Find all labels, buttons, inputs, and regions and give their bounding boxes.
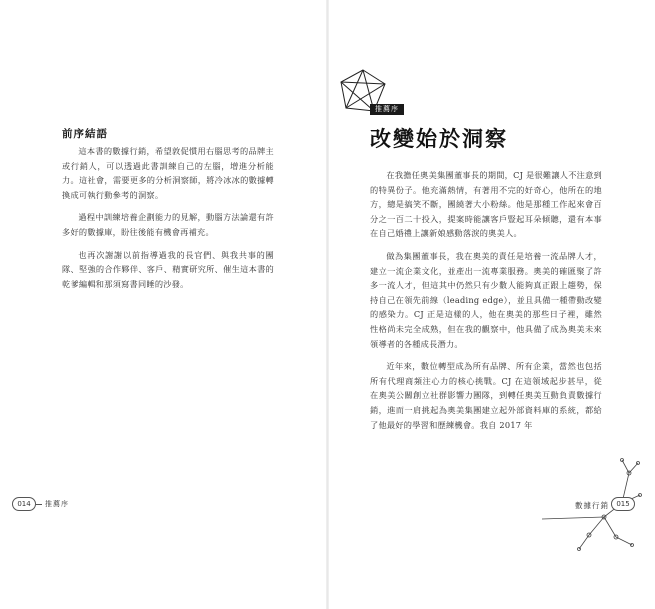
page-number: 014 — [12, 497, 36, 511]
paragraph: 做為集團董事長，我在奧美的責任是培養一流品牌人才，建立一流企業文化，並產出一流專業服務。奧美的確匯聚了許多一流人才，但這其中仍然只有少數人能夠真正跟上趨勢，保持自己在領先前線（leading edge），並且具備一種帶動改變的感染力。CJ 正是這樣的人，他在奧美的那些日子裡，雖然性格尚未完全成熟，但在我的觀察中，他具備了成為奧美未來領導者的各種成長潛力。 — [370, 250, 602, 349]
left-body-text — [62, 144, 274, 299]
section-tag: 推薦序 — [370, 104, 404, 115]
paragraph: 近年來，數位轉型成為所有品牌、所有企業，當然也包括所有代理商頻注心力的核心挑戰。CJ 在這領域起步甚早，從在奧美公關創立社群影響力團隊，到轉任奧美互動負責數據行銷，進而一肩挑起為奧美集團建立起外部資料庫的系統，都給了他最好的學習和歷練機會。我自 2017 年 — [370, 361, 602, 430]
running-head: 數據行銷 — [575, 501, 609, 510]
paragraph: 過程中訓練培養企劃能力的見解，動腦方法論還有許多好的數據庫，盼往後能有機會再補充。 — [62, 212, 274, 237]
running-head: 推薦序 — [45, 500, 69, 508]
paragraph: 在我擔任奧美集團董事長的期間，CJ 是很難讓人不注意到的特異份子。他充滿熱情，有著用不完的好奇心，他所在的地方，總是搞笑不斷，團繞著大小粉絲。他是那種工作起來會百分之一百二十投入，提案時能讓客戶豎起耳朵傾聽，還有本事在自己婚禮上讓新娘感動落淚的奧美人。 — [370, 170, 602, 239]
left-page — [0, 0, 327, 609]
divider — [36, 504, 42, 505]
paragraph: 也再次謝謝以前指導過我的長官們、與我共事的團隊、堅強的合作夥伴、客戶、精實研究所、催生這本書的乾爹編輯和那須寫書同睡的沙發。 — [62, 249, 274, 289]
page-number: 015 — [611, 497, 635, 511]
left-footer — [12, 497, 69, 511]
chapter-title: 改變始於洞察 — [370, 127, 508, 151]
right-body-text — [370, 168, 602, 440]
paragraph: 這本書的數據行銷，希望敦促慣用右腦思考的品牌主或行銷人，可以透過此書訓練自己的左腦，增進分析能力。這社會，需要更多的分析洞察師，將冷冰冰的數據轉換成可執行動參考的洞察。 — [62, 146, 274, 200]
section-title: 前序結語 — [62, 128, 108, 140]
